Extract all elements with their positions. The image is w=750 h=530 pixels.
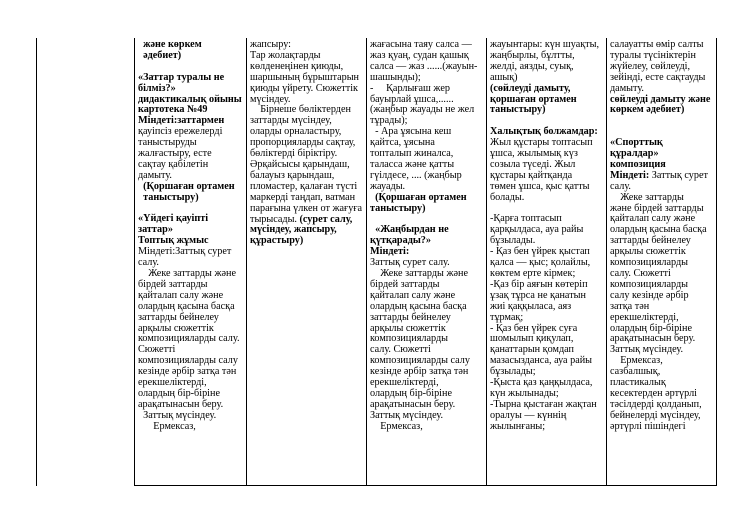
text-span: шаршының бұрыштарын — [250, 71, 359, 83]
text-span: шомылып қиқулап, — [490, 333, 574, 345]
text-span: жапсыру: — [250, 40, 291, 50]
text-span: арақатынасын беру. — [370, 398, 456, 410]
text-span: пломастер, қалаған түсті — [250, 180, 358, 192]
text-span: ерекшеліктерді, — [610, 311, 679, 323]
text-span: салу. — [138, 257, 159, 269]
text-span: Жеке заттарды жəне — [370, 268, 468, 280]
text-span: туралы түсініктерін — [610, 49, 696, 61]
text-span: балауыз қарындаш, — [250, 169, 335, 181]
text-span: композицияларды салу. — [138, 333, 240, 345]
text-span: салауатты өмір салты — [610, 40, 704, 50]
text-line — [610, 105, 716, 116]
table-divider-1 — [134, 38, 135, 486]
text-span: (сурет салу, — [299, 213, 353, 225]
text-span: тұрады); — [370, 115, 408, 127]
text-span: оларды орналастыру, — [250, 126, 342, 138]
text-span: олардың бір-біріне — [138, 387, 220, 399]
text-span: жауынтары: күн шуақты, — [490, 40, 600, 50]
table-cell-column-1 — [138, 40, 246, 484]
text-span: қоршаған ортамен — [490, 93, 577, 105]
text-line — [138, 422, 246, 433]
text-span: маркерді таңдап, ватман — [250, 191, 356, 203]
text-span: салса — жаз ......(жауын- — [370, 60, 478, 72]
text-span: Сюжетті — [138, 344, 176, 356]
table-cell-column-2 — [250, 40, 366, 484]
text-span: құстары қайтқанда — [490, 169, 573, 181]
text-span: əдебиет) — [138, 49, 182, 61]
text-span: жаз қуаң, судан қашық — [370, 49, 469, 61]
text-span: (Қоршаған ортамен — [370, 191, 467, 203]
text-span: құрастыру) — [250, 235, 304, 247]
text-span: Ермексаз, — [610, 355, 663, 367]
text-span: таныстыру) — [370, 202, 426, 214]
text-span: олардың бір-біріне — [610, 322, 692, 334]
text-span: композицияларды — [370, 333, 448, 345]
text-span: Заттық сурет салу. — [370, 257, 450, 269]
text-span: желді, аязды, суық, — [490, 60, 574, 72]
text-span: -Тырна қыстаған жақтан — [490, 398, 597, 410]
text-span: қүтқарады?» — [370, 235, 431, 247]
table-cell-column-3 — [370, 40, 486, 484]
text-span: арқылы сюжеттік — [138, 322, 214, 334]
text-span: Заттық мүсіндеу. — [138, 409, 217, 421]
text-span: сөйлеуді дамыту жəне — [610, 93, 711, 105]
text-span: төмен ұшса, қыс қатты — [490, 180, 590, 192]
table-divider-2 — [246, 38, 247, 486]
text-span: білміз?» — [138, 82, 176, 94]
text-span: қауіпсіз ережелерді — [138, 126, 223, 138]
text-span: затқа тəн — [610, 300, 650, 312]
text-span: жауады. — [370, 180, 406, 192]
text-span: Әрқайсысы қарындаш, — [250, 158, 350, 170]
text-span: арақатынасын беру. — [610, 333, 696, 345]
text-span: -Қаз бір аяғын көтеріп — [490, 278, 588, 290]
text-span: таныстыру) — [490, 104, 546, 116]
text-span: қайталап салу жəне — [370, 289, 456, 301]
text-span: композицияларды салу — [138, 355, 238, 367]
text-span: ұзақ тұрса не қанатын — [490, 289, 586, 301]
text-span: тұрмақ; — [490, 311, 524, 323]
text-span: таныстыру) — [138, 191, 199, 203]
text-span: Халықтық болжамдар: — [490, 126, 598, 138]
text-span: «Жаңбырдан не — [370, 224, 449, 236]
text-span: сазбалшық, — [610, 366, 661, 378]
text-span: құралдар» — [610, 148, 659, 160]
text-span: созыла түседі. Жыл — [490, 158, 576, 170]
text-span: ашық) — [490, 71, 518, 83]
text-span: Міндеті:заттармен — [138, 115, 225, 127]
text-span: жəне көркем — [138, 40, 202, 50]
text-span: бірдей заттарды — [370, 278, 440, 290]
text-span: Заттық мүсіндеу. — [610, 344, 684, 356]
text-span: заттар» — [138, 224, 173, 236]
text-span: Бірнеше бөліктерден — [250, 104, 351, 116]
text-span: зейінді, есте сақтауды — [610, 71, 706, 83]
text-span: бауырлай ұшса,...... — [370, 93, 454, 105]
text-span: мүсіндеу. — [250, 93, 291, 105]
text-span: Жеке заттарды — [610, 191, 684, 203]
text-span: (Қоршаған ортамен — [138, 180, 235, 192]
text-span: кезінде əрбір затқа тəн — [370, 366, 469, 378]
text-span: жиі қаққыласа, аяз — [490, 300, 572, 312]
text-span: Міндеті: — [370, 246, 410, 258]
text-span: бұзылады. — [490, 235, 536, 247]
text-span: Топтық жұмыс — [138, 235, 209, 247]
text-span: парағына үлкен от жағуға — [250, 202, 363, 214]
text-span: жаңбырлы, бұлтты, — [490, 49, 575, 61]
text-span: заттарды бейнелеу — [138, 311, 219, 323]
text-span: оралуы — күннің — [490, 409, 567, 421]
text-span: олардың қасына басқа — [138, 300, 235, 312]
text-span: -Қыста қаз қаңқылдаса, — [490, 377, 593, 389]
text-span: қайталап салу жəне — [610, 213, 696, 225]
table-bottom-edge — [134, 485, 717, 486]
text-span: қанаттарын қомдап — [490, 344, 574, 356]
text-span: кезінде əрбір затқа тəн — [138, 366, 237, 378]
text-span: ерекшеліктерді, — [138, 377, 207, 389]
text-span: «Заттар туралы не — [138, 71, 225, 83]
text-span: (сөйлеуді дамыту, — [490, 82, 571, 94]
text-span: көлденеңінен қиюды, — [250, 60, 344, 72]
text-span: (жаңбыр жауады не жел — [370, 104, 475, 116]
text-span: бірдей заттарды — [138, 278, 208, 290]
text-line — [250, 236, 366, 247]
text-span: дамыту. — [138, 169, 172, 181]
text-span: дамыту. — [610, 82, 644, 94]
text-span: таныстыруды — [138, 137, 197, 149]
text-span: «Үйдегі қауіпті — [138, 213, 209, 225]
text-span: қалса — қыс; қолайлы, — [490, 257, 591, 269]
table-divider-3 — [366, 38, 367, 486]
text-line — [610, 422, 716, 433]
text-span: арақатынасын беру. — [138, 398, 224, 410]
text-span: тəсілдерді қолданып, — [610, 398, 702, 410]
text-span: топталып жиналса, — [370, 148, 454, 160]
text-span: қарқылдаса, ауа райы — [490, 224, 584, 236]
text-span: композицияларды — [610, 257, 688, 269]
text-span: Жыл құстары топтасып — [490, 137, 593, 149]
text-line — [370, 422, 486, 433]
text-span: жəне бірдей заттарды — [610, 202, 704, 214]
table-divider-4 — [486, 38, 487, 486]
text-span: Міндеті: — [610, 169, 652, 181]
text-span: бөліктерді біріктіру. — [250, 148, 338, 160]
text-line — [138, 193, 246, 204]
text-span: олардың қасына басқа — [370, 300, 467, 312]
text-span: дидактикалық ойыны — [138, 93, 242, 105]
text-span: заттарды бейнелеу — [370, 311, 451, 323]
text-span: болады. — [490, 191, 525, 203]
text-span: арқылы сюжеттік — [610, 246, 686, 258]
text-span: -Қарға топтасып — [490, 213, 562, 225]
text-span: мүсіндеу, жапсыру, — [250, 224, 337, 236]
text-span: гүілдесе, .... (жаңбыр — [370, 169, 462, 181]
text-span: композицияларды — [610, 278, 688, 290]
text-span: Заттық сурет — [651, 169, 708, 181]
text-span: бұзылады; — [490, 366, 536, 378]
text-span: қиюды үйрету. Сюжеттік — [250, 82, 358, 94]
text-span: пластикалық — [610, 377, 666, 389]
text-line — [490, 193, 606, 204]
text-span: олардың қасына басқа — [610, 224, 707, 236]
text-line — [138, 51, 246, 62]
text-span: көктем ерте кірмек; — [490, 268, 576, 279]
text-span: көркем əдебиет) — [610, 104, 685, 116]
text-span: Жеке заттарды жəне — [138, 268, 236, 279]
text-span: заттарды мүсіндеу, — [250, 115, 332, 127]
text-span: Тар жолақтарды — [250, 49, 321, 61]
text-span: шашынды); — [370, 71, 421, 83]
text-span: арқылы сюжеттік — [370, 322, 446, 334]
text-span: - Қаз бен үйрек қыстап — [490, 246, 590, 258]
text-span: - Қарлығаш жер — [370, 82, 450, 94]
text-span: таласса жəне қатты — [370, 158, 455, 170]
text-span: Заттық мүсіндеу. — [370, 409, 444, 421]
table-divider-5 — [606, 38, 607, 486]
text-span: салу. — [610, 180, 631, 192]
text-span: кесектерден əртүрлі — [610, 387, 697, 399]
text-span: ұшса, жылымық күз — [490, 148, 578, 160]
text-span: күн жылынады; — [490, 387, 559, 399]
table-border-right — [716, 38, 717, 486]
text-span: салу кезінде əрбір — [610, 289, 689, 301]
text-span: композицияларды салу — [370, 355, 470, 367]
text-span: Ермексаз, — [370, 420, 423, 432]
text-line — [490, 105, 606, 116]
text-span: жүйелеу, сөйлеуді, — [610, 60, 691, 72]
text-span: салу. Сюжетті — [370, 344, 431, 356]
text-span: пропорцияларды сақтау, — [250, 137, 356, 149]
text-span: салу. Сюжетті — [610, 268, 671, 279]
text-span: олардың бір-біріне — [370, 387, 452, 399]
text-span: қайтса, ұясына — [370, 137, 435, 149]
text-line — [610, 116, 716, 127]
text-span: мазасызданса, ауа райы — [490, 355, 593, 367]
text-span: картотека №49 — [138, 104, 208, 116]
text-span: бейнелерді мүсіндеу, — [610, 409, 701, 421]
text-span: «Спорттық — [610, 137, 663, 149]
text-span: тырысады. — [250, 213, 300, 225]
text-span: заттарды бейнелеу — [610, 235, 691, 247]
text-span: жағасына таяу салса — — [370, 40, 472, 50]
table-cell-column-4 — [490, 40, 606, 484]
text-span: əртүрлі пішіндегі — [610, 420, 686, 432]
text-span: сақтау қабілетін — [138, 158, 209, 170]
text-span: композиция — [610, 158, 666, 170]
table-border-left — [36, 38, 37, 486]
text-line — [370, 204, 486, 215]
text-span: жылынғаны; — [490, 420, 546, 432]
text-span: ерекшеліктерді, — [370, 377, 439, 389]
text-span: - Қаз бен үйрек суға — [490, 322, 578, 334]
text-span: Міндеті:Заттық сурет — [138, 246, 232, 258]
table-cell-column-5 — [610, 40, 716, 484]
text-span: жалғастыру, есте — [138, 148, 212, 160]
text-span: - Ара ұясына кеш — [370, 126, 452, 138]
text-line — [490, 422, 606, 433]
text-span: қайталап салу жəне — [138, 289, 224, 301]
text-span: Ермексаз, — [138, 420, 196, 432]
